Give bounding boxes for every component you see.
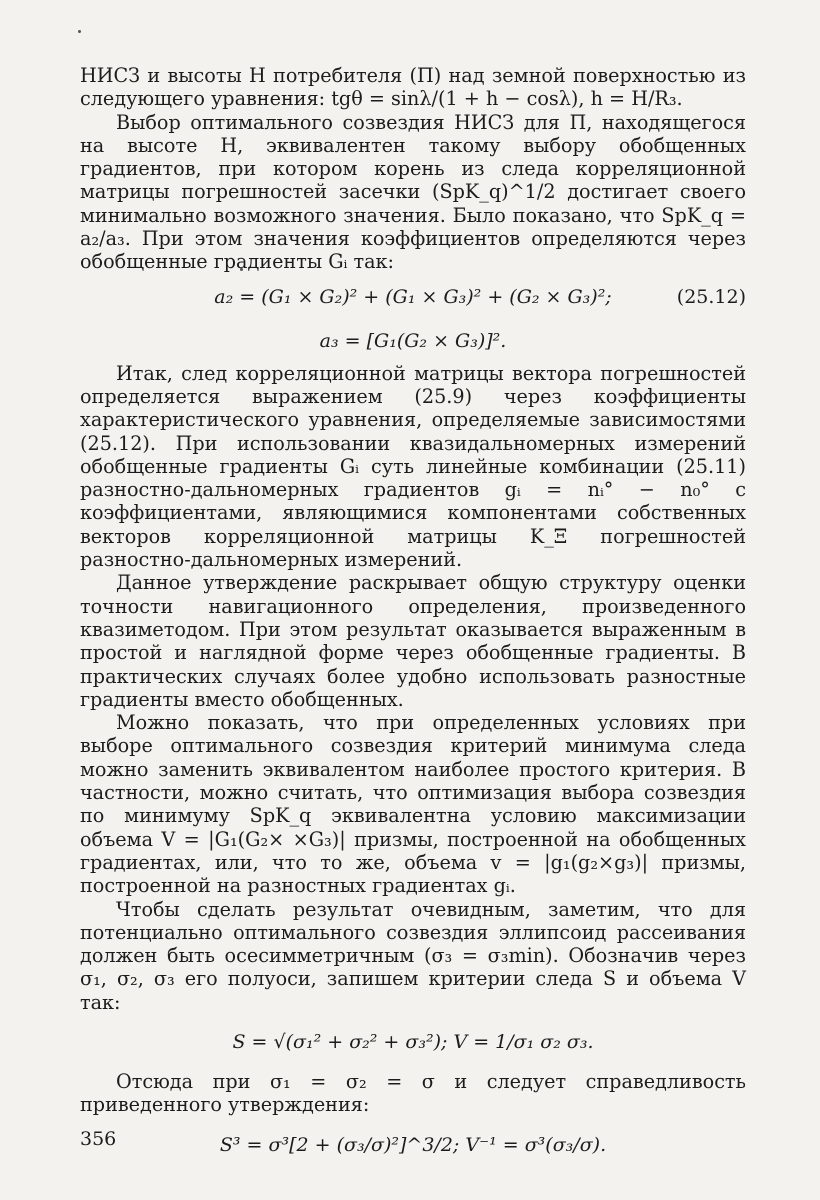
paragraph: Чтобы сделать результат очевидным, заметим, что для потенциально оптимального созвездия эллипсоид рассеивания должен быть осесимметричным (σ₃ = σ₃min). Обозначив через σ₁, σ₂, σ₃ его полуоси, запишем критерии следа S и объема V так: bbox=[80, 897, 746, 1014]
equation-s-v bbox=[80, 1014, 746, 1070]
equation-a2 bbox=[80, 274, 746, 320]
equation-number: (25.12) bbox=[676, 285, 746, 308]
paragraph: Можно показать, что при определенных условиях при выборе оптимального созвездия критерий минимума следа можно заменить эквивалентом наиболее простого критерия. В частности, можно считать, что оптимизация выбора созвездия по минимуму SpK_q эквивалентна условию максимизации объема V = |G₁(G₂× ×G₃)| призмы, построенной на обобщенных градиентах, или, что то же, объема v = |g₁(g₂×g₃)| призмы, построенной на разностных градиентах gᵢ. bbox=[80, 711, 746, 898]
paragraph: Данное утверждение раскрывает общую структуру оценки точности навигационного определения, произведенного квазиметодом. При этом результат оказывается выраженным в простой и наглядной форме через обобщенные градиенты. В практических случаях более удобно использовать разностные градиенты вместо обобщенных. bbox=[80, 571, 746, 711]
speck-mark bbox=[78, 30, 81, 33]
paragraph: Выбор оптимального созвездия НИСЗ для П, находящегося на высоте H, эквивалентен такому выбору обобщенных градиентов, при котором корень из следа корреляционной матрицы погрешностей засечки (SpK_q)^1/2 достигает своего минимально возможного значения. Было показано, что SpK_q = a₂/a₃. При этом значения коэффициентов определяются через обобщенные градиенты Gᵢ так: bbox=[80, 110, 746, 274]
equation-text: S = √(σ₁² + σ₂² + σ₃²); V = 1/σ₁ σ₂ σ₃. bbox=[232, 1030, 594, 1053]
page-number: 356 bbox=[80, 1128, 117, 1150]
paragraph: Итак, след корреляционной матрицы вектора погрешностей определяется выражением (25.9) через коэффициенты характеристического уравнения, определяемые зависимостями (25.12). При использовании квазидальномерных измерений обобщенные градиенты Gᵢ суть линейные комбинации (25.11) разностно-дальномерных градиентов gᵢ = nᵢ° − n₀° с коэффициентами, являющимися компонентами собственных векторов корреляционной матрицы K_Ξ погрешностей разностно-дальномерных измерений. bbox=[80, 361, 746, 572]
equation-text: a₂ = (G₁ × G₂)² + (G₁ × G₃)² + (G₂ × G₃)²; bbox=[214, 285, 612, 308]
equation-a3 bbox=[80, 320, 746, 362]
paragraph: Отсюда при σ₁ = σ₂ = σ и следует справедливость приведенного утверждения: bbox=[80, 1069, 746, 1117]
equation-text: a₃ = [G₁(G₂ × G₃)]². bbox=[319, 329, 507, 352]
paragraph: НИСЗ и высоты H потребителя (П) над земной поверхностью из следующего уравнения: tgθ = sinλ/(1 + h − cosλ), h = H/R₃. bbox=[80, 64, 746, 111]
page-body bbox=[80, 64, 746, 1173]
equation-text: S³ = σ³[2 + (σ₃/σ)²]^3/2; V⁻¹ = σ³(σ₃/σ). bbox=[219, 1133, 607, 1156]
equation-s3-v bbox=[80, 1117, 746, 1173]
